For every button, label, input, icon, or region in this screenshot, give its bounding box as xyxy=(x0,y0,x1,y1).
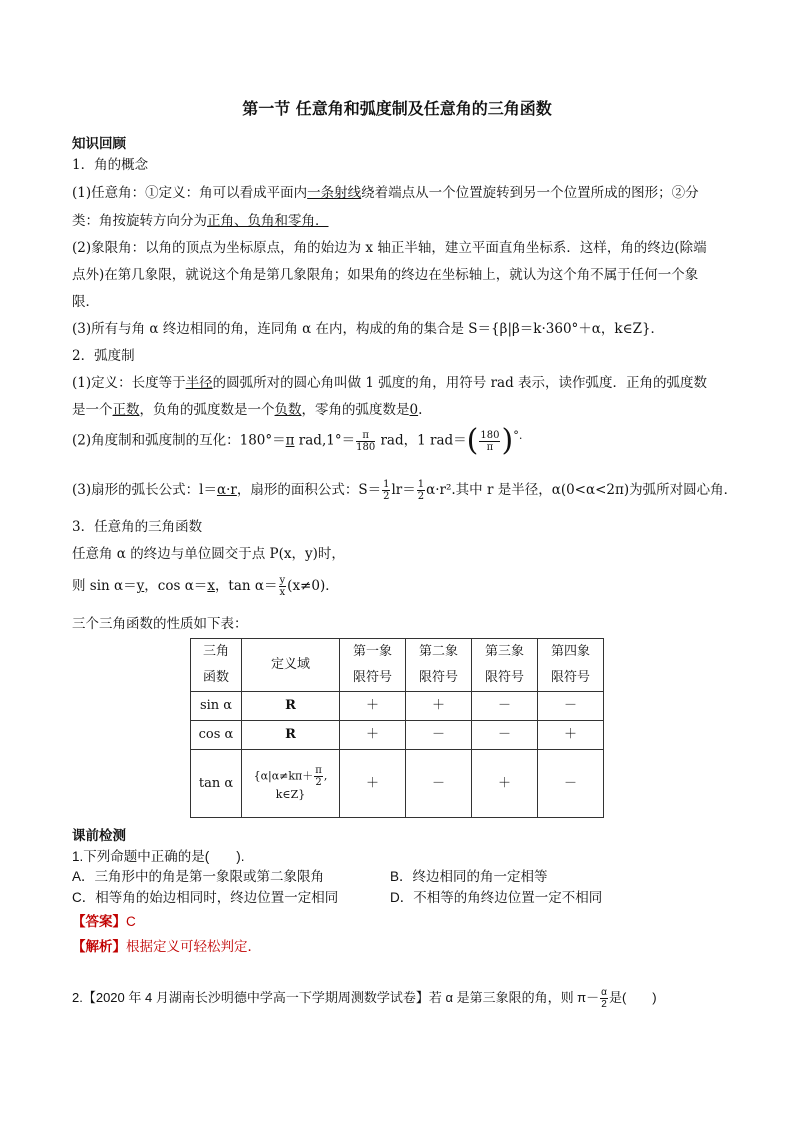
s1-p1-line2: 类：角按旋转方向分为正角、负角和零角． xyxy=(72,213,329,229)
s2-p1-line2: 是一个正数，负角的弧度数是一个负数，零角的弧度数是0. xyxy=(72,402,423,418)
q1-option-c: C．相等角的始边相同时，终边位置一定相同 xyxy=(72,890,339,905)
table-header-row xyxy=(191,639,604,692)
table-row: tan α {α|α≠kπ＋ $\frac{\pi}{2}$ , k∈Z} ＋ － ＋ － xyxy=(191,750,604,818)
frac-pi-180: $\frac{\pi}{180}$ xyxy=(356,429,376,453)
s1-p2-line2: 点外)在第几象限，就说这个角是第几象限角；如果角的终边在坐标轴上，就认为这个角不属于任何一个象 xyxy=(72,267,699,283)
s2-p2: (2)角度制和弧度制的互化：180°＝π rad,1°＝ $\frac{\pi}{180}$ rad，1 rad＝( $\frac{180}{\pi}$ )°. xyxy=(72,423,523,458)
s3-heading: 3．任意角的三角函数 xyxy=(72,519,203,535)
q1-stem: 1.下列命题中正确的是( ). xyxy=(72,849,245,864)
s1-p1-line1: (1)任意角：①定义：角可以看成平面内一条射线绕着端点从一个位置旋转到另一个位置所成的图形；②分 xyxy=(72,185,699,201)
header-cell: 第四象 限符号 xyxy=(538,639,604,692)
section-review-heading: 知识回顾 xyxy=(72,136,126,152)
table-row: sin α R ＋ ＋ － － xyxy=(191,692,604,721)
q1-option-b: B．终边相同的角一定相等 xyxy=(390,869,548,884)
s3-table-intro: 三个三角函数的性质如下表： xyxy=(72,616,248,632)
header-cell: 第一象 限符号 xyxy=(340,639,406,692)
q1-option-d: D．不相等的角终边位置一定不相同 xyxy=(390,890,603,905)
header-cell: 三角 函数 xyxy=(191,639,242,692)
q2-stem: 2.【2020 年 4 月湖南长沙明德中学高一下学期周测数学试卷】若 α 是第三象限的角，则 π－ $\frac{\alpha}{2}$ 是( ) xyxy=(72,987,657,1011)
s1-p2-line3: 限． xyxy=(72,294,99,310)
pretest-heading: 课前检测 xyxy=(72,828,126,844)
q1-option-a: A．三角形中的角是第一象限或第二象限角 xyxy=(72,869,325,884)
s3-p2: 则 sin α＝y，cos α＝x，tan α＝ $\frac{y}{x}$ (x≠0)． xyxy=(72,575,339,598)
q1-analysis: 【解析】根据定义可轻松判定． xyxy=(72,939,261,954)
page-title: 第一节 任意角和弧度制及任意角的三角函数 xyxy=(242,99,552,118)
table-row: cos α R ＋ － － ＋ xyxy=(191,721,604,750)
s1-p2-line1: (2)象限角：以角的顶点为坐标原点，角的始边为 x 轴正半轴，建立平面直角坐标系．这样，角的终边(除端 xyxy=(72,240,707,256)
trig-properties-table xyxy=(190,638,604,818)
s1-p3: (3)所有与角 α 终边相同的角，连同角 α 在内，构成的角的集合是 S＝{β|β＝k·360°＋α，k∈Z}． xyxy=(72,321,665,337)
s1-heading: 1．角的概念 xyxy=(72,157,149,173)
s2-p3: (3)扇形的弧长公式：l＝α·r，扇形的面积公式：S＝ $\frac{1}{2}$ lr＝ $\frac{1}{2}$ α·r².其中 r 是半径，α(0<α<2π)为弧所对圆心角． xyxy=(72,479,738,502)
header-cell: 第三象 限符号 xyxy=(472,639,538,692)
s3-p1: 任意角 α 的终边与单位圆交于点 P(x，y)时， xyxy=(72,546,345,562)
q1-answer: 【答案】C xyxy=(72,914,136,929)
s2-p1-line1: (1)定义：长度等于半径的圆弧所对的圆心角叫做 1 弧度的角，用符号 rad 表示，读作弧度．正角的弧度数 xyxy=(72,375,708,391)
header-cell: 定义域 xyxy=(242,639,340,692)
s2-heading: 2．弧度制 xyxy=(72,348,135,364)
header-cell: 第二象 限符号 xyxy=(406,639,472,692)
